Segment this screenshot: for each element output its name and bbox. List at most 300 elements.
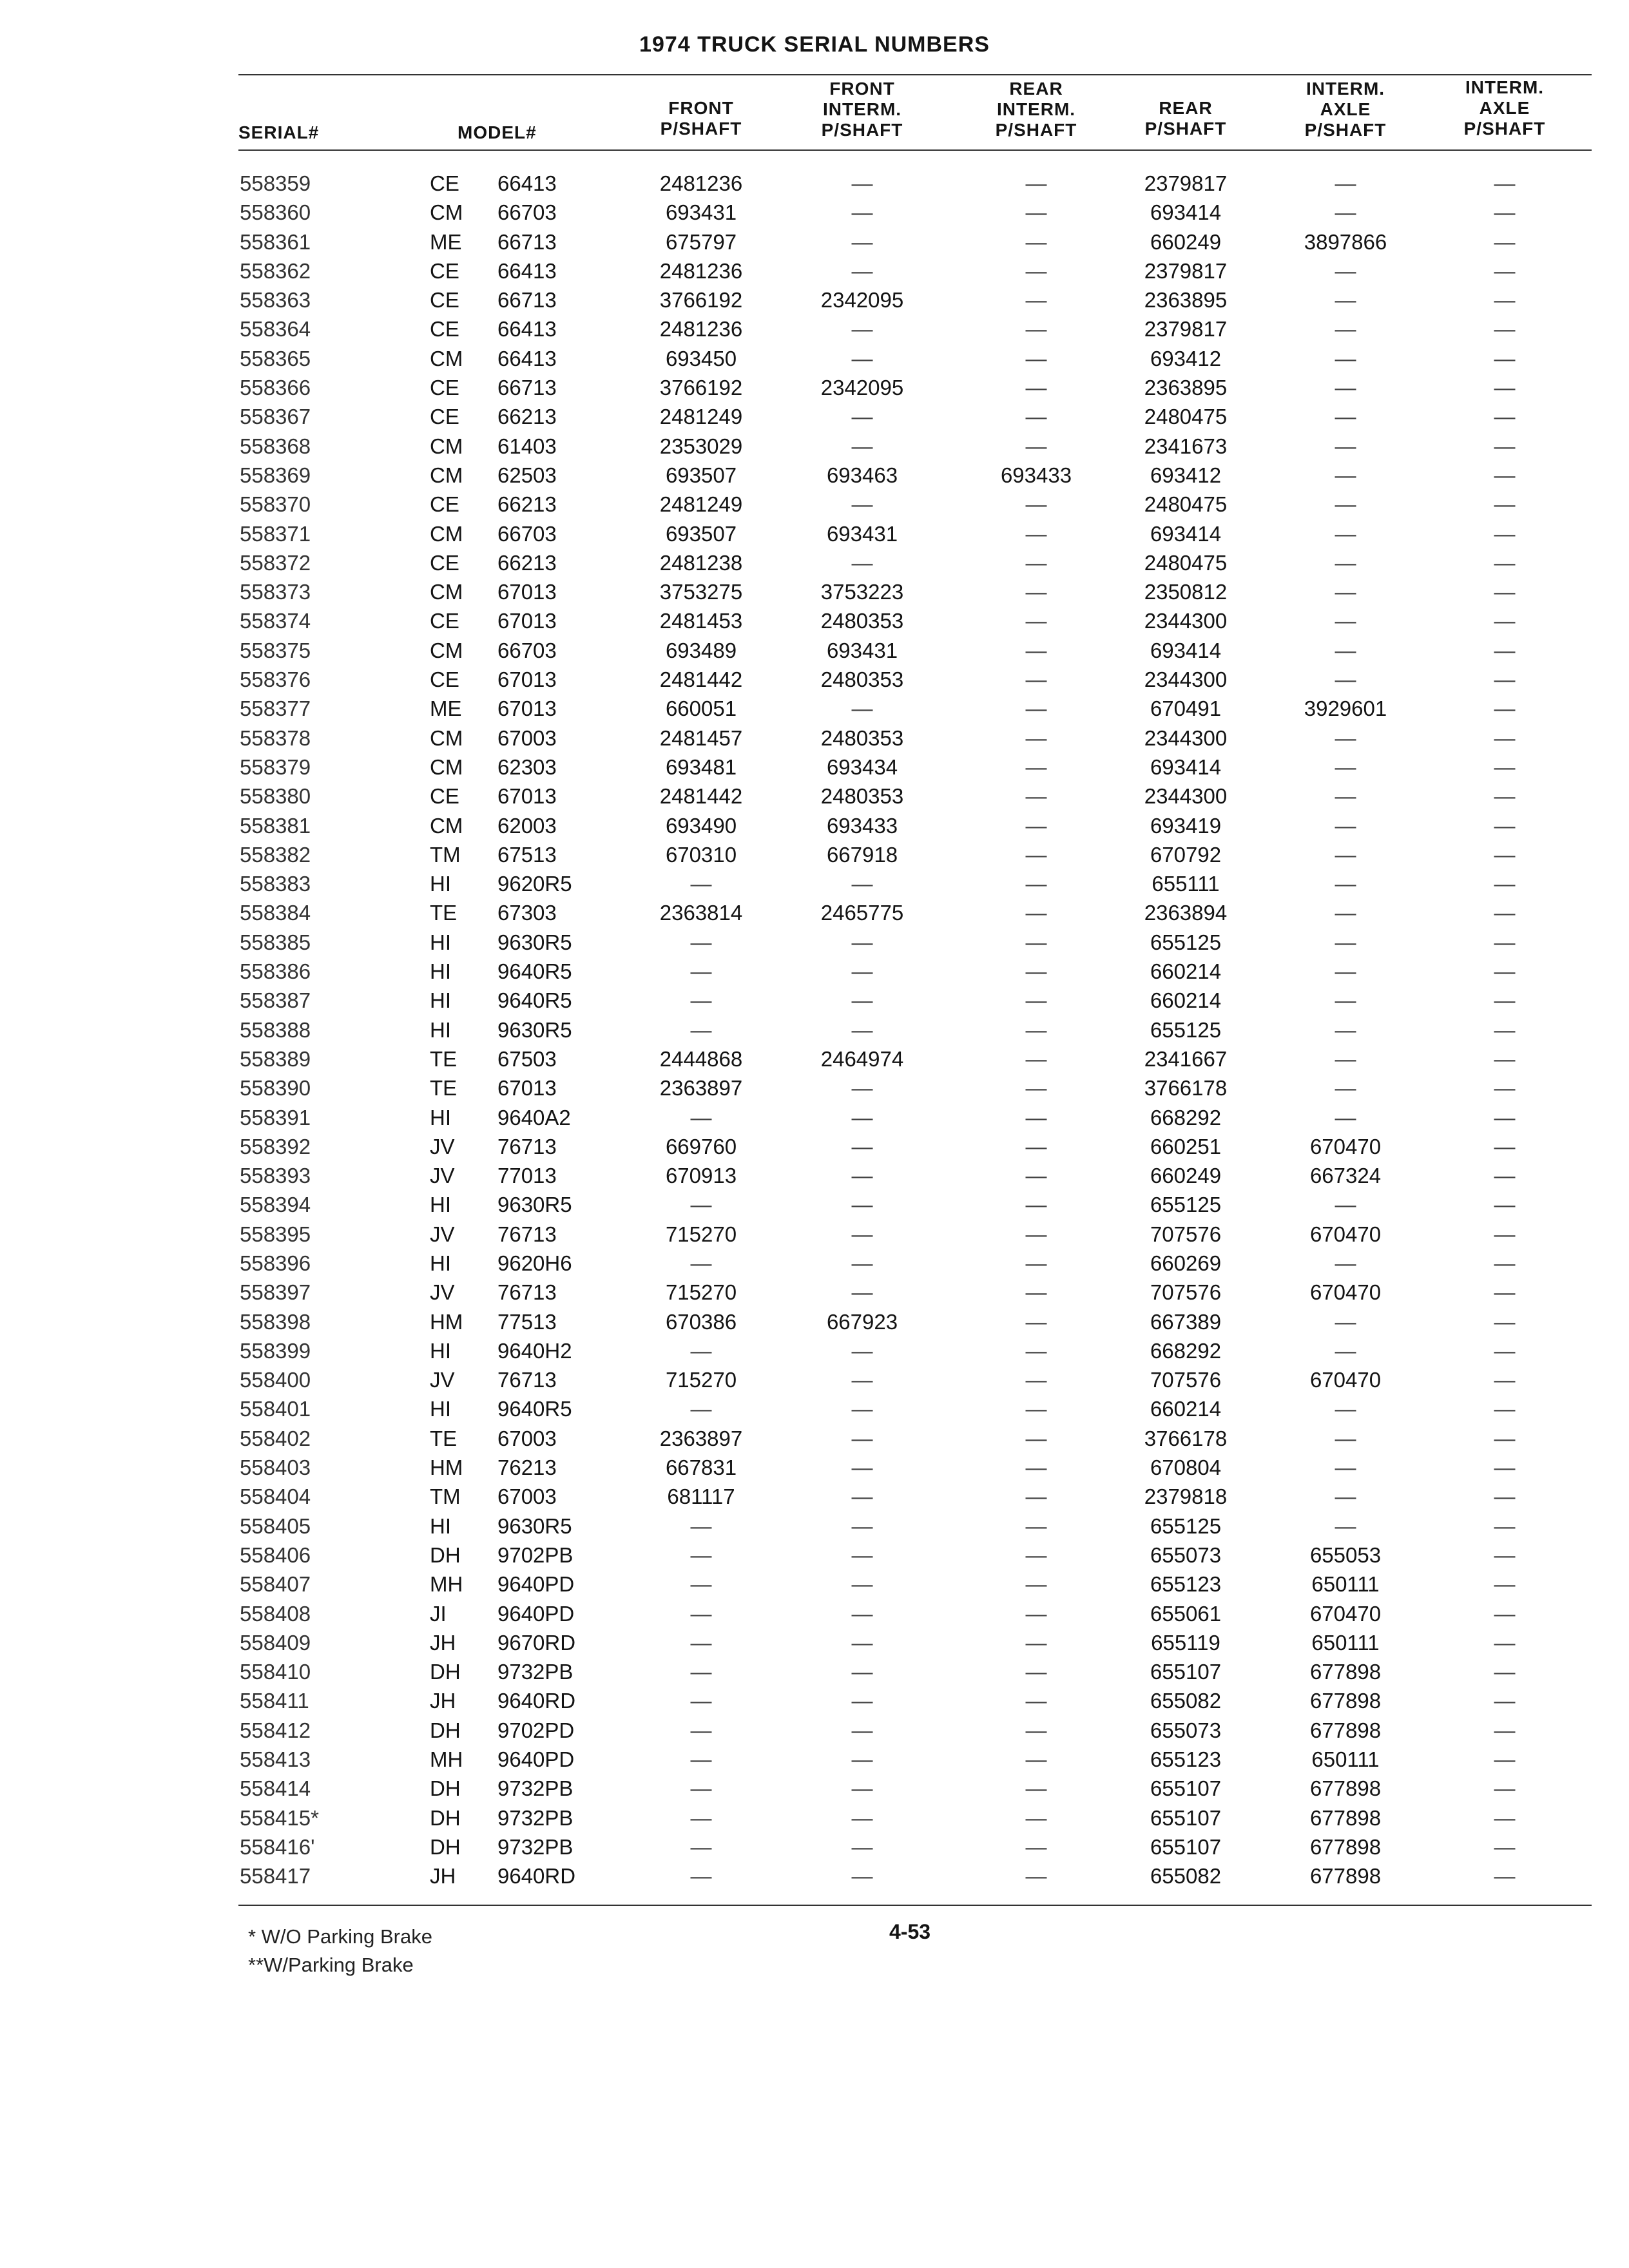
rear-interm-pshaft-cell: — <box>1025 1689 1047 1713</box>
model-number-cell: 66213 <box>497 405 557 429</box>
rear-interm-pshaft-cell: — <box>1025 1251 1047 1275</box>
front-interm-pshaft-cell: — <box>851 1076 873 1100</box>
model-code-cell: CM <box>430 346 463 370</box>
model-code-cell: HI <box>430 988 451 1013</box>
serial-cell: 558408 <box>240 1601 311 1626</box>
model-code-cell: DH <box>430 1542 461 1567</box>
serial-cell: 558378 <box>240 726 311 750</box>
bottom-rule <box>238 1905 1592 1906</box>
serial-cell: 558368 <box>240 434 311 458</box>
front-interm-pshaft-cell: — <box>851 229 873 254</box>
front-interm-pshaft-cell: — <box>851 171 873 195</box>
front-interm-pshaft-cell: 2465775 <box>820 901 904 925</box>
front-interm-pshaft-cell: — <box>851 1660 873 1684</box>
serial-cell: 558377 <box>240 697 311 721</box>
serial-cell: 558409 <box>240 1630 311 1655</box>
front-pshaft-cell: 675797 <box>665 229 737 254</box>
serial-cell: 558404 <box>240 1485 311 1509</box>
front-interm-pshaft-cell: — <box>851 697 873 721</box>
interm-axle-pshaft-cell: — <box>1494 1251 1516 1275</box>
model-code-cell: CE <box>430 258 459 283</box>
interm-axle-pshaft-cell: — <box>1494 638 1516 662</box>
interm-axle-cell: — <box>1335 638 1356 662</box>
model-number-cell: 77013 <box>497 1164 557 1188</box>
interm-axle-pshaft-cell: — <box>1494 580 1516 604</box>
rear-pshaft-cell: 693414 <box>1150 521 1222 546</box>
model-code-cell: HI <box>430 872 451 896</box>
model-number-cell: 66703 <box>497 521 557 546</box>
model-number-cell: 67503 <box>497 1046 557 1071</box>
interm-axle-pshaft-cell: — <box>1494 434 1516 458</box>
header-front-interm-pshaft: FRONT INTERM. P/SHAFT <box>821 79 903 140</box>
model-code-cell: CE <box>430 405 459 429</box>
serial-cell: 558410 <box>240 1660 311 1684</box>
front-pshaft-cell: 693507 <box>665 521 737 546</box>
rear-pshaft-cell: 2344300 <box>1144 726 1228 750</box>
serial-cell: 558379 <box>240 754 311 779</box>
interm-axle-pshaft-cell: — <box>1494 1046 1516 1071</box>
interm-axle-cell: — <box>1335 200 1356 225</box>
front-interm-pshaft-cell: — <box>851 930 873 954</box>
rear-pshaft-cell: 660249 <box>1150 1164 1222 1188</box>
rear-interm-pshaft-cell: — <box>1025 492 1047 517</box>
front-pshaft-cell: 693507 <box>665 463 737 487</box>
rear-interm-pshaft-cell: — <box>1025 1397 1047 1421</box>
interm-axle-cell: 677898 <box>1309 1805 1382 1830</box>
serial-cell: 558398 <box>240 1309 311 1334</box>
serial-cell: 558372 <box>240 550 311 575</box>
rear-pshaft-cell: 660214 <box>1150 959 1222 984</box>
serial-cell: 558369 <box>240 463 311 487</box>
front-pshaft-cell: — <box>690 959 712 984</box>
rear-interm-pshaft-cell: — <box>1025 258 1047 283</box>
table-row <box>0 171 1629 200</box>
model-number-cell: 76713 <box>497 1134 557 1158</box>
table-row <box>0 1689 1629 1718</box>
model-code-cell: HI <box>430 1514 451 1538</box>
model-number-cell: 67013 <box>497 697 557 721</box>
interm-axle-pshaft-cell: — <box>1494 697 1516 721</box>
rear-interm-pshaft-cell: — <box>1025 1105 1047 1129</box>
interm-axle-cell: — <box>1335 521 1356 546</box>
interm-axle-cell: 670470 <box>1309 1222 1382 1246</box>
interm-axle-pshaft-cell: — <box>1494 988 1516 1013</box>
interm-axle-pshaft-cell: — <box>1494 1076 1516 1100</box>
serial-cell: 558400 <box>240 1368 311 1392</box>
interm-axle-pshaft-cell: — <box>1494 463 1516 487</box>
serial-cell: 558392 <box>240 1134 311 1158</box>
front-interm-pshaft-cell: — <box>851 1514 873 1538</box>
interm-axle-cell: 677898 <box>1309 1718 1382 1742</box>
interm-axle-pshaft-cell: — <box>1494 901 1516 925</box>
rear-pshaft-cell: 655125 <box>1150 1514 1222 1538</box>
interm-axle-cell: 650111 <box>1311 1630 1380 1655</box>
table-row <box>0 1368 1629 1397</box>
model-number-cell: 66713 <box>497 288 557 312</box>
front-pshaft-cell: 669760 <box>665 1134 737 1158</box>
rear-interm-pshaft-cell: — <box>1025 638 1047 662</box>
front-interm-pshaft-cell: — <box>851 1805 873 1830</box>
front-pshaft-cell: — <box>690 872 712 896</box>
front-interm-pshaft-cell: — <box>851 200 873 225</box>
front-pshaft-cell: 3766192 <box>659 376 743 400</box>
table-row <box>0 1660 1629 1689</box>
interm-axle-cell: 3929601 <box>1304 697 1387 721</box>
table-row <box>0 1485 1629 1514</box>
rear-pshaft-cell: 693412 <box>1150 346 1222 370</box>
rear-pshaft-cell: 2344300 <box>1144 609 1228 633</box>
model-code-cell: CE <box>430 171 459 195</box>
model-number-cell: 9640R5 <box>497 1397 572 1421</box>
model-code-cell: CE <box>430 376 459 400</box>
serial-cell: 558363 <box>240 288 311 312</box>
front-interm-pshaft-cell: 3753223 <box>820 580 904 604</box>
table-row <box>0 755 1629 784</box>
table-row <box>0 726 1629 755</box>
model-number-cell: 66413 <box>497 317 557 341</box>
interm-axle-pshaft-cell: — <box>1494 1718 1516 1742</box>
model-code-cell: CM <box>430 434 463 458</box>
front-pshaft-cell: — <box>690 1017 712 1042</box>
model-code-cell: DH <box>430 1776 461 1801</box>
model-number-cell: 9640H2 <box>497 1338 572 1363</box>
rear-pshaft-cell: 2363895 <box>1144 376 1228 400</box>
serial-cell: 558391 <box>240 1105 311 1129</box>
rear-pshaft-cell: 655119 <box>1151 1630 1220 1655</box>
serial-cell: 558371 <box>240 521 311 546</box>
model-code-cell: CM <box>430 463 463 487</box>
front-interm-pshaft-cell: 2342095 <box>820 376 904 400</box>
serial-cell: 558385 <box>240 930 311 954</box>
interm-axle-pshaft-cell: — <box>1494 1338 1516 1363</box>
interm-axle-cell: 670470 <box>1309 1368 1382 1392</box>
front-pshaft-cell: — <box>690 1776 712 1801</box>
serial-cell: 558383 <box>240 872 311 896</box>
rear-interm-pshaft-cell: — <box>1025 1368 1047 1392</box>
interm-axle-pshaft-cell: — <box>1494 1280 1516 1305</box>
front-pshaft-cell: 2481236 <box>659 171 743 195</box>
model-code-cell: ME <box>430 229 462 254</box>
rear-interm-pshaft-cell: — <box>1025 1514 1047 1538</box>
rear-pshaft-cell: 2379818 <box>1144 1485 1228 1509</box>
model-number-cell: 9630R5 <box>497 1017 572 1042</box>
table-row <box>0 1106 1629 1135</box>
rear-interm-pshaft-cell: — <box>1025 1776 1047 1801</box>
table-row <box>0 988 1629 1017</box>
front-interm-pshaft-cell: — <box>851 1164 873 1188</box>
serial-cell: 558382 <box>240 842 311 867</box>
front-pshaft-cell: 693431 <box>665 200 737 225</box>
rear-pshaft-cell: 693414 <box>1150 200 1222 225</box>
front-pshaft-cell: 2481453 <box>659 609 743 633</box>
front-pshaft-cell: — <box>690 988 712 1013</box>
table-row <box>0 347 1629 376</box>
table-row <box>0 784 1629 813</box>
model-code-cell: CE <box>430 317 459 341</box>
model-code-cell: JH <box>430 1689 456 1713</box>
model-code-cell: DH <box>430 1660 461 1684</box>
interm-axle-pshaft-cell: — <box>1494 959 1516 984</box>
interm-axle-pshaft-cell: — <box>1494 1222 1516 1246</box>
interm-axle-pshaft-cell: — <box>1494 784 1516 809</box>
model-number-cell: 9640RD <box>497 1689 576 1713</box>
front-pshaft-cell: 693481 <box>665 754 737 779</box>
rear-pshaft-cell: 655125 <box>1150 1017 1222 1042</box>
table-row <box>0 230 1629 259</box>
model-number-cell: 9732PB <box>497 1805 574 1830</box>
front-interm-pshaft-cell: 693434 <box>826 754 898 779</box>
front-interm-pshaft-cell: — <box>851 1601 873 1626</box>
interm-axle-cell: — <box>1335 1397 1356 1421</box>
front-pshaft-cell: — <box>690 1601 712 1626</box>
rear-interm-pshaft-cell: — <box>1025 784 1047 809</box>
front-interm-pshaft-cell: — <box>851 1017 873 1042</box>
front-pshaft-cell: — <box>690 1193 712 1217</box>
serial-cell: 558396 <box>240 1251 311 1275</box>
model-number-cell: 9702PB <box>497 1542 574 1567</box>
table-row <box>0 959 1629 988</box>
interm-axle-cell: — <box>1335 988 1356 1013</box>
table-row <box>0 872 1629 901</box>
model-code-cell: CM <box>430 813 463 838</box>
rear-pshaft-cell: 2480475 <box>1144 492 1228 517</box>
rear-interm-pshaft-cell: — <box>1025 288 1047 312</box>
front-interm-pshaft-cell: — <box>851 1338 873 1363</box>
model-number-cell: 9732PB <box>497 1834 574 1859</box>
table-row <box>0 609 1629 638</box>
table-row <box>0 1310 1629 1339</box>
front-pshaft-cell: 715270 <box>665 1222 737 1246</box>
rear-interm-pshaft-cell: — <box>1025 959 1047 984</box>
model-code-cell: HI <box>430 1397 451 1421</box>
front-interm-pshaft-cell: 667918 <box>826 842 898 867</box>
serial-cell: 558411 <box>240 1689 309 1713</box>
rear-interm-pshaft-cell: — <box>1025 229 1047 254</box>
interm-axle-pshaft-cell: — <box>1494 1776 1516 1801</box>
model-number-cell: 66713 <box>497 229 557 254</box>
rear-interm-pshaft-cell: — <box>1025 1660 1047 1684</box>
serial-cell: 558370 <box>240 492 311 517</box>
interm-axle-cell: — <box>1335 1017 1356 1042</box>
interm-axle-pshaft-cell: — <box>1494 1017 1516 1042</box>
table-row <box>0 1280 1629 1309</box>
rear-interm-pshaft-cell: — <box>1025 1864 1047 1888</box>
serial-cell: 558373 <box>240 580 311 604</box>
rear-interm-pshaft-cell: — <box>1025 1542 1047 1567</box>
front-interm-pshaft-cell: — <box>851 1689 873 1713</box>
front-interm-pshaft-cell: — <box>851 1193 873 1217</box>
model-number-cell: 77513 <box>497 1309 557 1334</box>
interm-axle-cell: 650111 <box>1311 1747 1380 1772</box>
front-pshaft-cell: 693450 <box>665 346 737 370</box>
rear-pshaft-cell: 693414 <box>1150 754 1222 779</box>
front-pshaft-cell: 2363814 <box>659 901 743 925</box>
interm-axle-cell: 670470 <box>1309 1134 1382 1158</box>
serial-cell: 558402 <box>240 1426 311 1450</box>
table-row <box>0 1427 1629 1456</box>
rear-pshaft-cell: 655125 <box>1150 930 1222 954</box>
front-interm-pshaft-cell: — <box>851 1397 873 1421</box>
model-number-cell: 9670RD <box>497 1630 576 1655</box>
interm-axle-cell: — <box>1335 1105 1356 1129</box>
model-code-cell: TE <box>430 1046 458 1071</box>
model-code-cell: MH <box>430 1572 463 1597</box>
interm-axle-cell: — <box>1335 668 1356 692</box>
serial-cell: 558406 <box>240 1542 311 1567</box>
front-pshaft-cell: 2481457 <box>659 726 743 750</box>
front-interm-pshaft-cell: — <box>851 872 873 896</box>
table-row <box>0 901 1629 930</box>
interm-axle-pshaft-cell: — <box>1494 1747 1516 1772</box>
interm-axle-pshaft-cell: — <box>1494 376 1516 400</box>
model-number-cell: 67003 <box>497 1426 557 1450</box>
interm-axle-cell: — <box>1335 1193 1356 1217</box>
model-code-cell: CM <box>430 726 463 750</box>
interm-axle-pshaft-cell: — <box>1494 1397 1516 1421</box>
interm-axle-cell: — <box>1335 1309 1356 1334</box>
model-number-cell: 9630R5 <box>497 1514 572 1538</box>
model-code-cell: HI <box>430 1105 451 1129</box>
serial-cell: 558376 <box>240 668 311 692</box>
interm-axle-pshaft-cell: — <box>1494 258 1516 283</box>
footnote-wo-parking-brake: * W/O Parking Brake <box>248 1925 432 1948</box>
interm-axle-cell: 677898 <box>1309 1660 1382 1684</box>
front-pshaft-cell: — <box>690 1834 712 1859</box>
serial-cell: 558399 <box>240 1338 311 1363</box>
table-row <box>0 259 1629 288</box>
interm-axle-pshaft-cell: — <box>1494 1456 1516 1480</box>
table-row <box>0 551 1629 580</box>
rear-interm-pshaft-cell: — <box>1025 1280 1047 1305</box>
table-row <box>0 1718 1629 1747</box>
interm-axle-cell: — <box>1335 1426 1356 1450</box>
front-pshaft-cell: — <box>690 1397 712 1421</box>
front-interm-pshaft-cell: — <box>851 1456 873 1480</box>
model-number-cell: 66703 <box>497 200 557 225</box>
rear-interm-pshaft-cell: — <box>1025 1076 1047 1100</box>
interm-axle-pshaft-cell: — <box>1494 346 1516 370</box>
interm-axle-pshaft-cell: — <box>1494 1601 1516 1626</box>
model-number-cell: 9640R5 <box>497 988 572 1013</box>
interm-axle-cell: — <box>1335 959 1356 984</box>
front-pshaft-cell: 2363897 <box>659 1426 743 1450</box>
front-interm-pshaft-cell: — <box>851 1485 873 1509</box>
rear-pshaft-cell: 707576 <box>1150 1280 1222 1305</box>
interm-axle-cell: — <box>1335 171 1356 195</box>
front-interm-pshaft-cell: — <box>851 959 873 984</box>
model-number-cell: 62303 <box>497 754 557 779</box>
front-pshaft-cell: 2444868 <box>659 1046 743 1071</box>
rear-pshaft-cell: 2480475 <box>1144 405 1228 429</box>
table-row <box>0 405 1629 434</box>
model-code-cell: CE <box>430 784 459 809</box>
front-interm-pshaft-cell: 2342095 <box>820 288 904 312</box>
model-number-cell: 67013 <box>497 609 557 633</box>
rear-interm-pshaft-cell: — <box>1025 697 1047 721</box>
rear-pshaft-cell: 660251 <box>1150 1134 1222 1158</box>
table-row <box>0 1047 1629 1076</box>
rear-interm-pshaft-cell: — <box>1025 550 1047 575</box>
table-row <box>0 288 1629 317</box>
table-row <box>0 930 1629 959</box>
rear-pshaft-cell: 655082 <box>1150 1864 1222 1888</box>
model-code-cell: JV <box>430 1164 455 1188</box>
model-code-cell: DH <box>430 1718 461 1742</box>
model-number-cell: 9640PD <box>497 1747 575 1772</box>
model-code-cell: MH <box>430 1747 463 1772</box>
rear-pshaft-cell: 670792 <box>1150 842 1222 867</box>
interm-axle-cell: — <box>1335 1251 1356 1275</box>
front-pshaft-cell: 670310 <box>665 842 737 867</box>
rear-pshaft-cell: 655082 <box>1150 1689 1222 1713</box>
model-number-cell: 76713 <box>497 1280 557 1305</box>
front-interm-pshaft-cell: — <box>851 1834 873 1859</box>
front-interm-pshaft-cell: — <box>851 405 873 429</box>
header-serial: SERIAL# <box>238 122 320 142</box>
model-number-cell: 67303 <box>497 901 557 925</box>
front-interm-pshaft-cell: — <box>851 1105 873 1129</box>
interm-axle-cell: — <box>1335 434 1356 458</box>
table-row <box>0 1864 1629 1893</box>
interm-axle-cell: — <box>1335 842 1356 867</box>
rear-interm-pshaft-cell: — <box>1025 872 1047 896</box>
header-front-pshaft: FRONT P/SHAFT <box>660 98 742 139</box>
serial-cell: 558367 <box>240 405 311 429</box>
interm-axle-pshaft-cell: — <box>1494 1805 1516 1830</box>
rear-pshaft-cell: 2379817 <box>1144 258 1228 283</box>
table-row <box>0 1397 1629 1426</box>
table-row <box>0 1602 1629 1631</box>
interm-axle-pshaft-cell: — <box>1494 317 1516 341</box>
interm-axle-cell: — <box>1335 258 1356 283</box>
model-number-cell: 76713 <box>497 1222 557 1246</box>
front-interm-pshaft-cell: 693463 <box>826 463 898 487</box>
rear-interm-pshaft-cell: — <box>1025 609 1047 633</box>
serial-cell: 558395 <box>240 1222 311 1246</box>
table-row <box>0 1164 1629 1193</box>
front-interm-pshaft-cell: 2480353 <box>820 784 904 809</box>
model-code-cell: JV <box>430 1134 455 1158</box>
front-pshaft-cell: 2481238 <box>659 550 743 575</box>
serial-cell: 558381 <box>240 813 311 838</box>
rear-pshaft-cell: 655073 <box>1150 1718 1222 1742</box>
front-pshaft-cell: — <box>690 1718 712 1742</box>
model-code-cell: CM <box>430 754 463 779</box>
interm-axle-pshaft-cell: — <box>1494 1368 1516 1392</box>
front-pshaft-cell: — <box>690 1805 712 1830</box>
table-row <box>0 376 1629 405</box>
model-code-cell: CE <box>430 609 459 633</box>
interm-axle-cell: — <box>1335 1338 1356 1363</box>
front-pshaft-cell: 715270 <box>665 1280 737 1305</box>
interm-axle-cell: — <box>1335 609 1356 633</box>
rear-pshaft-cell: 655107 <box>1150 1805 1222 1830</box>
interm-axle-cell: — <box>1335 1485 1356 1509</box>
interm-axle-cell: 677898 <box>1309 1689 1382 1713</box>
front-interm-pshaft-cell: — <box>851 1368 873 1392</box>
interm-axle-pshaft-cell: — <box>1494 521 1516 546</box>
model-number-cell: 9620H6 <box>497 1251 572 1275</box>
interm-axle-cell: 650111 <box>1311 1572 1380 1597</box>
model-number-cell: 67013 <box>497 580 557 604</box>
model-code-cell: CM <box>430 638 463 662</box>
interm-axle-pshaft-cell: — <box>1494 492 1516 517</box>
front-interm-pshaft-cell: — <box>851 1542 873 1567</box>
rear-interm-pshaft-cell: — <box>1025 1805 1047 1830</box>
rear-interm-pshaft-cell: — <box>1025 171 1047 195</box>
interm-axle-cell: — <box>1335 288 1356 312</box>
rear-interm-pshaft-cell: — <box>1025 668 1047 692</box>
